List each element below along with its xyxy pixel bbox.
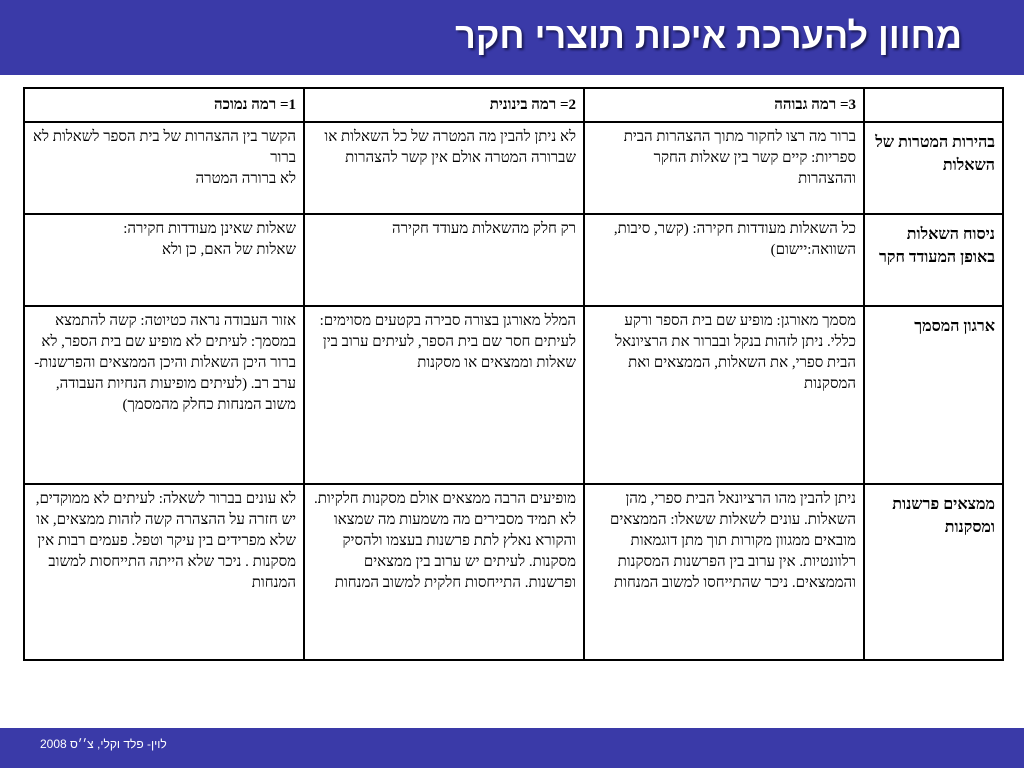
cell-low: שאלות שאינן מעודדות חקירה: שאלות של האם, כן ולא (24, 214, 304, 306)
rubric-table-wrapper (23, 87, 1002, 667)
footer-bar (0, 728, 1024, 768)
cell-medium: המלל מאורגן בצורה סבירה בקטעים מסוימים: לעיתים חסר שם בית הספר, לעיתים ערוב בין שאלות וממצאים או מסקנות (304, 306, 584, 484)
row-header: ניסוח השאלות באופן המעודד חקר (864, 214, 1003, 306)
row-header: ארגון המסמך (864, 306, 1003, 484)
header-cell-criteria (864, 88, 1003, 122)
cell-high: מסמך מאורגן: מופיע שם בית הספר ורקע כללי. ניתן לזהות בנקל ובברור את הרציונאל הבית ספרי, את השאלות, הממצאים ואת המסקנות (584, 306, 864, 484)
table-row (24, 484, 1003, 660)
table-row (24, 214, 1003, 306)
cell-medium: מופיעים הרבה ממצאים אולם מסקנות חלקיות. לא תמיד מסבירים מה משמעות מה שמצאו והקורא נאלץ לתת פרשנות בעצמו ולהסיק מסקנות. לעיתים יש ערוב בין ממצאים ופרשנות. התייחסות חלקית למשוב המנחות (304, 484, 584, 660)
header-cell-low: 1= רמה נמוכה (24, 88, 304, 122)
cell-medium: לא ניתן להבין מה המטרה של כל השאלות או שברורה המטרה אולם אין קשר להצהרות (304, 122, 584, 214)
cell-low: לא עונים בברור לשאלה: לעיתים לא ממוקדים, יש חזרה על ההצהרה קשה לזהות ממצאים, או שלא מפרידים בין עיקר וטפל. פעמים רבות אין מסקנות . ניכר שלא הייתה התייחסות למשוב המנחות (24, 484, 304, 660)
header-row (24, 88, 1003, 122)
cell-high: ברור מה רצו לחקור מתוך ההצהרות הבית ספריות: קיים קשר בין שאלות החקר וההצהרות (584, 122, 864, 214)
row-header: ממצאים פרשנות ומסקנות (864, 484, 1003, 660)
rubric-table (23, 87, 1004, 661)
table-row (24, 306, 1003, 484)
table-row (24, 122, 1003, 214)
footer-credit: לוין- פלד וקלי, צ׳׳ס 2008 (40, 737, 167, 751)
page-title: מחוון להערכת איכות תוצרי חקר (455, 15, 962, 56)
cell-high: ניתן להבין מהו הרציונאל הבית ספרי, מהן השאלות. עונים לשאלות ששאלו: הממצאים מובאים ממגוון מקורות תוך מתן דוגמאות רלוונטיות. אין ערוב בין הפרשנות המסקנות והממצאים. ניכר שהתייחסו למשוב המנחות (584, 484, 864, 660)
cell-low: אזור העבודה נראה כטיוטה: קשה להתמצא במסמך: לעיתים לא מופיע שם בית הספר, לא ברור היכן השאלות והיכן הממצאים והפרשנות- ערב רב. (לעיתים מופיעות הנחיות העבודה, משוב המנחות כחלק מהמסמך) (24, 306, 304, 484)
header-cell-medium: 2= רמה בינונית (304, 88, 584, 122)
header-cell-high: 3= רמה גבוהה (584, 88, 864, 122)
cell-high: כל השאלות מעודדות חקירה: (קשר, סיבות, השוואה:יישום) (584, 214, 864, 306)
cell-medium: רק חלק מהשאלות מעודד חקירה (304, 214, 584, 306)
row-header: בהירות המטרות של השאלות (864, 122, 1003, 214)
cell-low: הקשר בין ההצהרות של בית הספר לשאלות לא ברור לא ברורה המטרה (24, 122, 304, 214)
title-bar (0, 0, 1024, 75)
